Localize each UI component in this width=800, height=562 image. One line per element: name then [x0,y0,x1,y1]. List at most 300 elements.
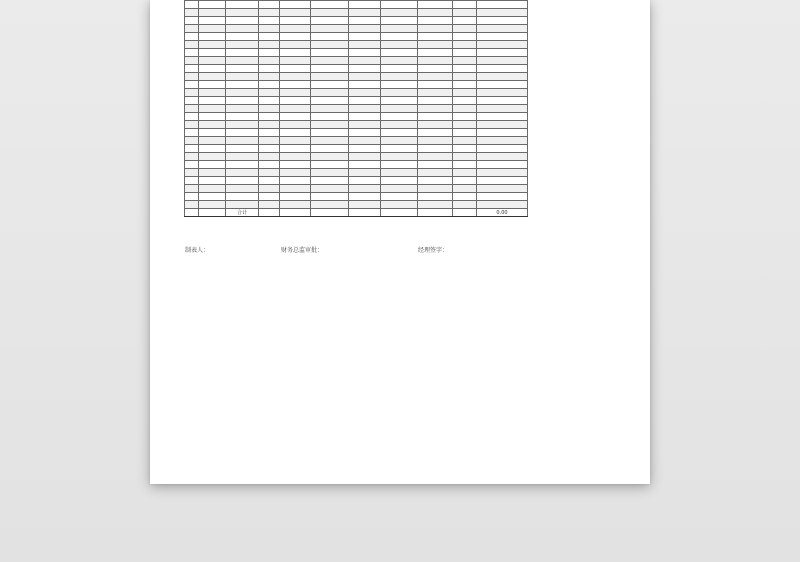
table-cell [199,177,226,185]
table-cell [280,97,311,105]
table-cell [349,137,381,145]
table-cell [226,185,259,193]
table-cell [477,201,528,209]
table-cell [185,113,199,121]
table-cell [381,161,418,169]
table-row [185,49,528,57]
table-cell [381,193,418,201]
table-cell [226,33,259,41]
table-cell [259,105,280,113]
table-cell [280,73,311,81]
table-cell [477,9,528,17]
table-cell [185,153,199,161]
table-cell [259,9,280,17]
table-cell [418,97,453,105]
table-row [185,193,528,201]
table-row [185,65,528,73]
table-cell [381,169,418,177]
table-cell [349,113,381,121]
table-cell [349,1,381,9]
table-cell [311,137,349,145]
table-cell [418,49,453,57]
table-cell [453,193,477,201]
table-cell [381,17,418,25]
table-cell [311,121,349,129]
table-cell [381,201,418,209]
table-cell [418,193,453,201]
table-cell [418,41,453,49]
table-cell [199,201,226,209]
table-cell [477,145,528,153]
table-cell [185,49,199,57]
table-cell [226,65,259,73]
table-cell [381,57,418,65]
table-cell [381,121,418,129]
table-cell [199,161,226,169]
table-cell [349,129,381,137]
table-cell [259,65,280,73]
table-cell [453,145,477,153]
table-cell [418,153,453,161]
table-row [185,185,528,193]
table-cell [418,73,453,81]
table-cell [199,113,226,121]
table-cell [226,161,259,169]
table-cell [280,1,311,9]
table-cell [226,153,259,161]
table-cell [349,17,381,25]
spreadsheet-table-container [184,0,528,217]
table-cell [418,9,453,17]
table-cell [199,193,226,201]
table-cell [311,81,349,89]
table-cell [477,153,528,161]
table-cell [418,161,453,169]
table-cell [259,193,280,201]
table-cell [226,9,259,17]
table-cell [477,49,528,57]
table-cell [280,137,311,145]
table-cell [226,105,259,113]
table-cell [259,113,280,121]
table-cell [226,57,259,65]
table-cell [381,41,418,49]
document-page [150,0,650,484]
table-cell [185,121,199,129]
table-cell [185,185,199,193]
table-row [185,113,528,121]
table-cell [259,81,280,89]
table-row [185,169,528,177]
table-cell [280,65,311,73]
table-cell [381,73,418,81]
table-cell [349,97,381,105]
table-cell [226,41,259,49]
table-cell [477,105,528,113]
total-amount: 0.00 [477,209,528,217]
table-cell [259,161,280,169]
table-cell [226,201,259,209]
table-cell [349,33,381,41]
table-cell [185,161,199,169]
table-cell [311,17,349,25]
table-cell [349,81,381,89]
table-cell [199,89,226,97]
table-cell [418,81,453,89]
table-cell [477,161,528,169]
table-cell [259,185,280,193]
table-cell [349,105,381,113]
table-cell [199,81,226,89]
table-cell [185,25,199,33]
table-row [185,97,528,105]
table-cell [477,113,528,121]
table-cell [453,49,477,57]
table-cell [418,177,453,185]
table-cell [226,193,259,201]
table-cell [381,49,418,57]
table-row [185,121,528,129]
table-cell [418,185,453,193]
table-cell [349,89,381,97]
table-cell [453,113,477,121]
table-cell [185,9,199,17]
table-cell [311,33,349,41]
table-cell [311,65,349,73]
table-cell [259,57,280,65]
table-cell [199,9,226,17]
table-cell [349,9,381,17]
table-cell [453,177,477,185]
finance-approval-label: 财务总监审批： [281,247,324,254]
table-cell [226,81,259,89]
table-cell [477,73,528,81]
table-cell [349,193,381,201]
table-cell [185,105,199,113]
table-cell [381,33,418,41]
table-cell [349,49,381,57]
table-cell [185,41,199,49]
table-row [185,153,528,161]
table-cell [453,121,477,129]
table-cell [226,49,259,57]
table-cell [185,177,199,185]
table-cell [453,161,477,169]
table-cell [226,121,259,129]
expense-table [184,0,528,217]
table-cell [477,17,528,25]
table-row [185,161,528,169]
table-cell [418,113,453,121]
table-cell [199,185,226,193]
table-cell [381,137,418,145]
table-cell [349,153,381,161]
table-cell [280,201,311,209]
table-cell [349,65,381,73]
table-cell [185,81,199,89]
table-cell [453,17,477,25]
table-cell [477,41,528,49]
table-row [185,33,528,41]
table-cell [311,57,349,65]
table-cell [199,153,226,161]
table-cell [185,33,199,41]
table-cell [349,121,381,129]
table-cell [226,89,259,97]
table-cell [199,49,226,57]
table-cell [453,137,477,145]
table-cell [418,33,453,41]
table-cell [311,113,349,121]
table-cell [311,161,349,169]
table-row [185,81,528,89]
table-cell [259,97,280,105]
table-cell [280,129,311,137]
table-cell [199,41,226,49]
table-cell [280,113,311,121]
table-cell [349,177,381,185]
table-cell [477,193,528,201]
table-body [185,1,528,217]
table-cell [311,1,349,9]
table-cell [453,73,477,81]
table-cell [311,193,349,201]
table-cell [311,105,349,113]
table-cell [226,129,259,137]
table-cell [453,89,477,97]
table-cell [311,97,349,105]
table-cell [199,169,226,177]
table-cell [199,17,226,25]
table-cell [453,25,477,33]
table-cell [453,41,477,49]
table-cell [226,137,259,145]
table-cell [185,193,199,201]
table-cell [381,145,418,153]
table-cell [453,153,477,161]
table-cell [418,1,453,9]
table-row [185,137,528,145]
table-cell [349,201,381,209]
table-cell [199,145,226,153]
table-row [185,129,528,137]
table-cell [381,105,418,113]
table-cell [418,25,453,33]
table-cell [199,57,226,65]
table-cell [453,81,477,89]
table-cell [185,137,199,145]
table-total-row [185,209,528,217]
table-cell [418,57,453,65]
table-cell [418,17,453,25]
table-cell [349,169,381,177]
table-cell [259,17,280,25]
table-cell [381,113,418,121]
signature-line [184,245,527,255]
table-cell [199,97,226,105]
table-cell [477,57,528,65]
table-cell [311,169,349,177]
table-cell [311,129,349,137]
table-cell [199,33,226,41]
table-row [185,73,528,81]
table-cell [259,121,280,129]
table-cell [226,17,259,25]
table-cell [477,1,528,9]
table-cell [280,153,311,161]
table-cell [418,105,453,113]
table-cell [381,129,418,137]
table-cell [453,97,477,105]
table-cell [226,97,259,105]
table-cell [381,185,418,193]
table-cell [349,73,381,81]
table-cell [280,9,311,17]
table-cell [259,33,280,41]
table-cell [259,49,280,57]
table-cell [185,169,199,177]
table-cell [311,177,349,185]
table-cell [477,65,528,73]
table-cell [477,25,528,33]
table-cell [280,49,311,57]
table-cell [199,105,226,113]
table-cell [280,105,311,113]
table-cell [199,65,226,73]
table-cell [226,25,259,33]
table-cell [453,201,477,209]
table-cell [199,25,226,33]
table-row [185,17,528,25]
table-cell [199,1,226,9]
table-cell [311,145,349,153]
table-cell [226,145,259,153]
table-cell [185,97,199,105]
table-cell [453,57,477,65]
table-cell [381,177,418,185]
table-cell [381,65,418,73]
table-cell [311,49,349,57]
table-cell [226,73,259,81]
table-cell [259,41,280,49]
table-cell [453,129,477,137]
table-row [185,145,528,153]
table-cell [226,169,259,177]
table-cell [381,25,418,33]
table-cell [381,9,418,17]
table-row [185,57,528,65]
table-cell [259,89,280,97]
table-cell [477,81,528,89]
table-row [185,201,528,209]
table-row [185,41,528,49]
table-row [185,25,528,33]
table-cell [280,161,311,169]
table-cell [259,1,280,9]
table-row [185,1,528,9]
table-cell [185,65,199,73]
table-cell [453,1,477,9]
table-cell [199,121,226,129]
table-cell [349,41,381,49]
table-cell [349,25,381,33]
table-cell [185,145,199,153]
table-cell [199,129,226,137]
table-cell [259,201,280,209]
table-cell [453,185,477,193]
table-cell [185,201,199,209]
table-cell [418,129,453,137]
table-cell [477,169,528,177]
table-cell [280,33,311,41]
table-cell [259,145,280,153]
table-cell [477,185,528,193]
table-cell [381,97,418,105]
maker-signature-label: 制表人： [185,247,210,254]
table-cell [259,137,280,145]
table-cell [418,169,453,177]
table-cell [199,73,226,81]
table-cell [453,9,477,17]
table-cell [477,89,528,97]
table-cell [311,89,349,97]
table-cell [280,41,311,49]
table-cell [381,89,418,97]
table-cell [477,33,528,41]
table-cell [418,121,453,129]
table-cell [311,25,349,33]
table-cell [280,145,311,153]
table-cell [259,129,280,137]
table-cell [418,89,453,97]
table-row [185,177,528,185]
table-cell [185,57,199,65]
table-row [185,9,528,17]
table-cell [185,129,199,137]
table-cell [259,25,280,33]
total-label: 合计 [226,209,259,217]
table-cell [349,145,381,153]
table-cell [280,177,311,185]
table-cell [453,169,477,177]
table-cell [477,177,528,185]
table-cell [226,1,259,9]
table-cell [185,73,199,81]
table-cell [453,33,477,41]
table-cell [280,185,311,193]
table-cell [477,97,528,105]
table-cell [280,193,311,201]
table-cell [199,137,226,145]
manager-signature-label: 经理签字： [418,247,449,254]
table-cell [453,105,477,113]
table-cell [280,25,311,33]
table-cell [477,121,528,129]
table-cell [418,65,453,73]
table-cell [259,169,280,177]
table-cell [259,153,280,161]
table-cell [381,81,418,89]
table-cell [381,153,418,161]
table-cell [349,161,381,169]
table-cell [477,129,528,137]
table-row [185,105,528,113]
table-cell [311,201,349,209]
table-cell [280,121,311,129]
table-cell [280,17,311,25]
table-cell [226,113,259,121]
table-cell [311,153,349,161]
